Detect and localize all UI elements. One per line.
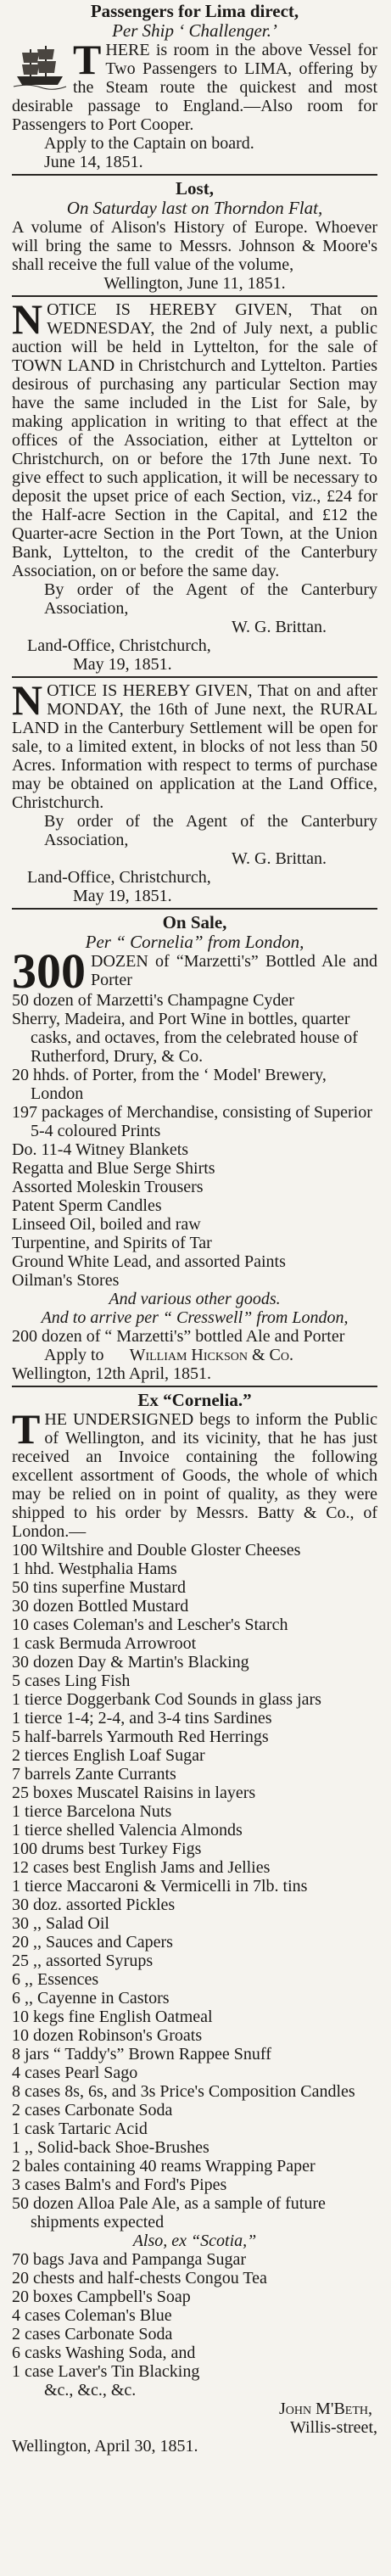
divider: [12, 1386, 377, 1387]
onsale-subtitle: Per “ Cornelia” from London,: [85, 932, 304, 952]
notice2-body: OTICE IS HEREBY GIVEN, That on and after MONDAY, the 16th of June next, the RURAL LAND in the Canterbury Settlement will be open for sale, to a limited extent, in blocks of not less than 50 Acres. Information with respect to terms of purchase may be obtained on application at the Land Office, Christchurch.: [12, 681, 377, 812]
cornelia-goods-list: [12, 1541, 377, 2232]
notice1-date: May 19, 1851.: [73, 655, 172, 674]
excornelia-also: Also, ex “Scotia,”: [132, 2232, 257, 2250]
notice2-order: By order of the Agent of the Canterbury Association,: [44, 812, 377, 849]
divider: [12, 908, 377, 910]
goods-item: 6 ,, Cayenne in Castors: [12, 1989, 170, 2008]
goods-item: 4 cases Coleman's Blue: [12, 2306, 172, 2325]
goods-item: 1 hhd. Westphalia Hams: [12, 1560, 177, 1578]
goods-item: 8 jars “ Taddy's” Brown Rappee Snuff: [12, 2045, 271, 2064]
notice1-signer: W. G. Brittan.: [231, 618, 327, 636]
lost-title: Lost,: [176, 178, 214, 199]
goods-item: 10 cases Coleman's and Lescher's Starch: [12, 1616, 288, 1634]
goods-item: 20 chests and half-chests Congou Tea: [12, 2269, 267, 2288]
onsale-apply: Apply to: [44, 1346, 104, 1364]
excornelia-street: Willis-street,: [289, 2418, 377, 2437]
goods-item: 10 kegs fine English Oatmeal: [12, 2008, 213, 2026]
goods-item: 3 cases Balm's and Ford's Pipes: [12, 2176, 227, 2194]
notice1-dropcap: N: [12, 295, 43, 343]
goods-item: 1 tierce Barcelona Nuts: [12, 1802, 172, 1821]
goods-line: Ground White Lead, and assorted Paints: [12, 1252, 286, 1271]
goods-item: 6 casks Washing Soda, and: [12, 2344, 196, 2362]
onsale-arrive-detail: 200 dozen of “ Marzetti's” bottled Ale and Porter: [12, 1327, 345, 1346]
excornelia-intro: HE UNDERSIGNED begs to inform the Public of Wellington, and its vicinity, that he has just received an Invoice containing the following excellent assortment of Goods, the whole of which may be relied on in point of quality, as they were shipped to his order by Messrs. Batty & Co., of London.—: [12, 1410, 377, 1541]
notice1-order: By order of the Agent of the Canterbury Association,: [44, 580, 377, 618]
goods-item: 50 dozen Alloa Pale Ale, as a sample of future shipments expected: [12, 2194, 326, 2232]
notice2-date: May 19, 1851.: [73, 887, 172, 905]
ship-icon: [12, 42, 68, 90]
goods-line: Turpentine, and Spirits of Tar: [12, 1234, 212, 1252]
lost-advert: [12, 179, 377, 293]
town-land-notice: [12, 295, 377, 674]
goods-item: 1 tierce Doggerbank Cod Sounds in glass jars: [12, 1690, 321, 1709]
goods-line: Patent Sperm Candles: [12, 1196, 162, 1215]
goods-item: 1 cask Tartaric Acid: [12, 2120, 148, 2138]
notice1-body: OTICE IS HEREBY GIVEN, That on WEDNESDAY, the 2nd of July next, a public auction will be held in Lyttelton, for the sale of TOWN LAND in Christchurch and Lyttelton. Parties desirous of purchasing any particular Section may have the same included in the List for Sale, by making application in writing to that effect at the offices of the Association, either at Lyttelton or Christchurch, on or before the 17th June next. To give effect to such application, it will be necessary to deposit the upset price of each Section, viz., £24 for the Half-acre Section in the Capital, and £12 the Quarter-acre Section in the Port Town, at the Union Bank, Lyttelton, to the credit of the Canterbury Association, on or before the same day.: [12, 300, 377, 580]
lima-subtitle: Per Ship ‘ Challenger.’: [112, 20, 277, 41]
goods-item: 25 ,, assorted Syrups: [12, 1952, 154, 1970]
goods-line: Do. 11-4 Witney Blankets: [12, 1140, 189, 1159]
ex-cornelia-advert: [12, 1391, 377, 2456]
goods-item: 12 cases best English Jams and Jellies: [12, 1858, 271, 1877]
goods-item: 25 boxes Muscatel Raisins in layers: [12, 1784, 256, 1802]
lima-dropcap: T: [73, 36, 102, 83]
goods-item: 1 tierce shelled Valencia Almonds: [12, 1821, 243, 1840]
notice2-signer: W. G. Brittan.: [231, 849, 327, 868]
goods-item: 2 tierces English Loaf Sugar: [12, 1746, 205, 1765]
lima-body: HERE is room in the above Vessel for Two Passengers to LIMA, offering by the Steam route the quickest and most desirable passage to England.—Also room for Passengers to Port Cooper.: [12, 41, 377, 134]
onsale-arrive: And to arrive per “ Cresswell” from London,: [41, 1308, 349, 1327]
rural-land-notice: [12, 676, 377, 905]
goods-item: 30 dozen Day & Martin's Blacking: [12, 1653, 249, 1672]
goods-item: 2 cases Carbonate Soda: [12, 2101, 173, 2120]
goods-item: 5 cases Ling Fish: [12, 1672, 131, 1690]
goods-item: 6 ,, Essences: [12, 1970, 99, 1989]
goods-item: 8 cases 8s, 6s, and 3s Price's Composition Candles: [12, 2082, 355, 2101]
goods-item: 4 cases Pearl Sago: [12, 2064, 138, 2082]
onsale-agent: William Hickson & Co.: [129, 1346, 293, 1364]
goods-item: 20 boxes Campbell's Soap: [12, 2288, 191, 2306]
onsale-lead: DOZEN of “Marzetti's” Bottled Ale and Porter: [91, 952, 377, 989]
lost-body: A volume of Alison's History of Europe. Whoever will bring the same to Messrs. Johnson & Moore's shall receive the full value of the volume,: [12, 218, 377, 274]
onsale-number: 300: [12, 944, 86, 999]
excornelia-signer: John M'Beth,: [278, 2400, 372, 2418]
onsale-date: Wellington, 12th April, 1851.: [12, 1364, 212, 1383]
scotia-goods-list: [12, 2250, 377, 2381]
excornelia-dropcap: T: [12, 1405, 41, 1453]
divider: [12, 676, 377, 678]
excornelia-date: Wellington, April 30, 1851.: [12, 2437, 198, 2456]
goods-item: 2 bales containing 40 reams Wrapping Paper: [12, 2157, 316, 2176]
goods-item: 70 bags Java and Pampanga Sugar: [12, 2250, 247, 2269]
goods-item: 1 case Laver's Tin Blacking: [12, 2362, 200, 2381]
goods-item: 30 dozen Bottled Mustard: [12, 1597, 189, 1616]
goods-item: 1 tierce 1-4; 2-4, and 3-4 tins Sardines: [12, 1709, 272, 1728]
lima-title: Passengers for Lima direct,: [90, 1, 299, 21]
goods-line: Linseed Oil, boiled and raw: [12, 1215, 201, 1234]
on-sale-advert: [12, 913, 377, 1383]
goods-item: 20 ,, Sauces and Capers: [12, 1933, 173, 1952]
goods-item: 30 ,, Salad Oil: [12, 1914, 109, 1933]
goods-item: 100 drums best Turkey Figs: [12, 1840, 202, 1858]
goods-line: 197 packages of Merchandise, consisting of Superior 5-4 coloured Prints: [12, 1103, 372, 1140]
lima-apply: Apply to the Captain on board.: [44, 134, 254, 153]
goods-item: 7 barrels Zante Currants: [12, 1765, 176, 1784]
goods-line: 50 dozen of Marzetti's Champagne Cyder: [12, 991, 294, 1010]
onsale-other: And various other goods.: [109, 1290, 281, 1308]
goods-line: Sherry, Madeira, and Port Wine in bottles, quarter casks, and octaves, from the celebrated house of Rutherford, Drury, & Co.: [12, 1010, 358, 1066]
onsale-goods-list: [12, 991, 377, 1290]
onsale-title: On Sale,: [162, 912, 227, 932]
lost-subtitle: On Saturday last on Thorndon Flat,: [66, 198, 323, 218]
notice2-dropcap: N: [12, 676, 43, 724]
excornelia-title: Ex “Cornelia.”: [137, 1390, 252, 1410]
notice1-office: Land-Office, Christchurch,: [27, 636, 211, 655]
goods-item: 5 half-barrels Yarmouth Red Herrings: [12, 1728, 269, 1746]
goods-item: 1 tierce Maccaroni & Vermicelli in 7lb. tins: [12, 1877, 308, 1896]
goods-line: Assorted Moleskin Trousers: [12, 1178, 204, 1196]
excornelia-etc: &c., &c., &c.: [44, 2381, 137, 2400]
goods-item: 100 Wiltshire and Double Gloster Cheeses: [12, 1541, 301, 1560]
lost-date: Wellington, June 11, 1851.: [103, 274, 286, 293]
goods-item: 2 cases Carbonate Soda: [12, 2325, 173, 2344]
goods-item: 1 cask Bermuda Arrowroot: [12, 1634, 197, 1653]
goods-item: 10 dozen Robinson's Groats: [12, 2026, 203, 2045]
divider: [12, 295, 377, 297]
goods-line: 20 hhds. of Porter, from the ‘ Model' Brewery, London: [12, 1066, 327, 1103]
divider: [12, 174, 377, 176]
lima-date: June 14, 1851.: [44, 153, 143, 171]
goods-line: Oilman's Stores: [12, 1271, 120, 1290]
lima-advert: [12, 0, 377, 171]
goods-item: 1 ,, Solid-back Shoe-Brushes: [12, 2138, 209, 2157]
goods-line: Regatta and Blue Serge Shirts: [12, 1159, 215, 1178]
goods-item: 30 doz. assorted Pickles: [12, 1896, 176, 1914]
goods-item: 50 tins superfine Mustard: [12, 1578, 186, 1597]
notice2-office: Land-Office, Christchurch,: [27, 868, 211, 887]
